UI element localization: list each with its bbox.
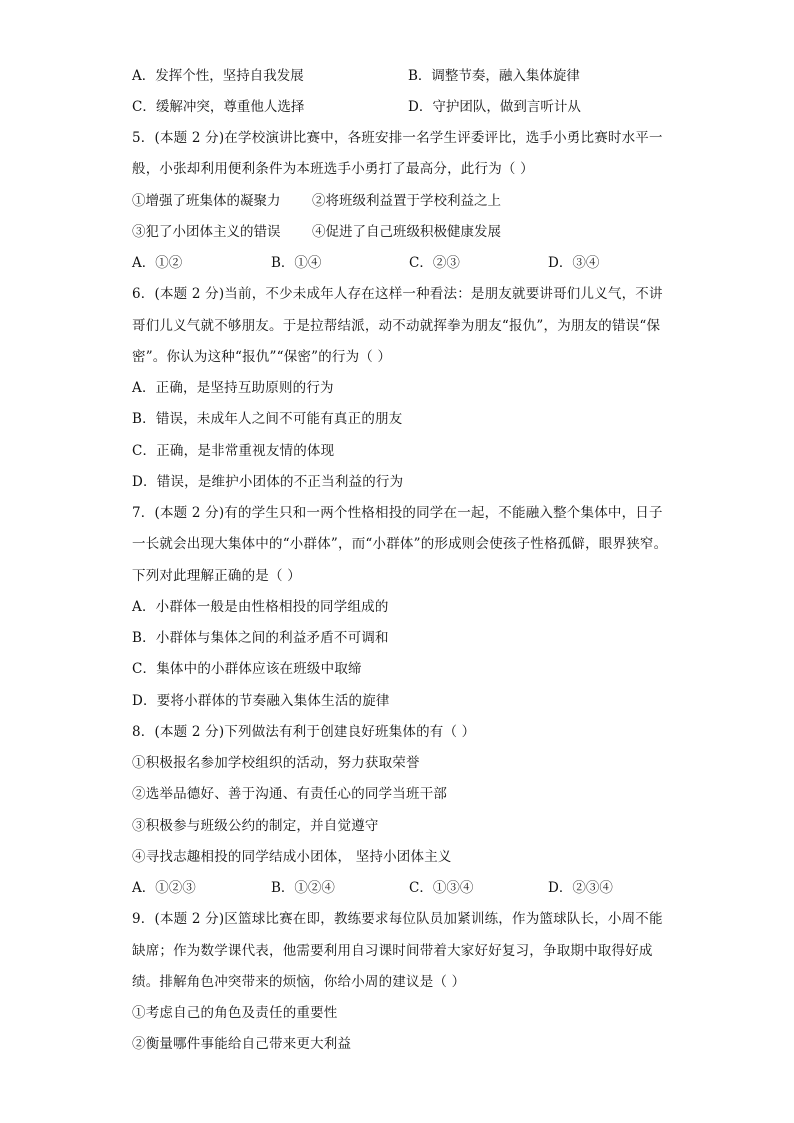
q7-option-d[interactable]: D．要将小群体的节奏融入集体生活的旋律 [132,693,390,709]
q9-statement-1: ①考虑自己的角色及责任的重要性 [132,1005,338,1021]
q7-option-c[interactable]: C．集体中的小群体应该在班级中取缔 [132,661,362,677]
q8-option-b[interactable]: B．①②④ [271,880,335,896]
q7-option-a[interactable]: A．小群体一般是由性格相投的同学组成的 [132,599,389,615]
q6-option-c[interactable]: C．正确，是非常重视友情的体现 [132,443,335,459]
q5-option-c[interactable]: C．②③ [409,255,460,271]
q5-statement-1: ①增强了班集体的凝聚力 [132,193,281,209]
q8-option-c[interactable]: C．①③④ [409,880,474,896]
q8-statement-4: ④寻找志趣相投的同学结成小团体， 坚持小团体主义 [132,849,452,865]
q4-option-c[interactable]: C．缓解冲突，尊重他人选择 [132,99,305,115]
q5-statement-3: ③犯了小团体主义的错误 [132,224,281,240]
q8-stem-line-1: 8．(本题 2 分)下列做法有利于创建良好班集体的有（ ） [132,724,476,740]
q7-stem-line-2: 一长就会出现大集体中的“小群体”，而“小群体”的形成则会使孩子性格孤僻，眼界狭窄。 [132,536,668,552]
q6-stem-line-2: 哥们儿义气就不够朋友。于是拉帮结派，动不动就挥拳为朋友“报仇”，为朋友的错误“保 [132,318,661,334]
q5-statement-2: ②将班级利益置于学校利益之上 [312,193,501,209]
q6-option-b[interactable]: B．错误，未成年人之间不可能有真正的朋友 [132,411,403,427]
q9-stem-line-1: 9．(本题 2 分)区篮球比赛在即，教练要求每位队员加紧训练，作为篮球队长，小周不能 [132,911,663,927]
q5-option-b[interactable]: B．①④ [271,255,322,271]
q4-option-d[interactable]: D．守护团队，做到言听计从 [408,99,581,115]
q5-statement-4: ④促进了自己班级积极健康发展 [312,224,501,240]
q7-stem-line-3: 下列对此理解正确的是（ ） [132,568,301,584]
q8-option-d[interactable]: D．②③④ [548,880,613,896]
q7-stem-line-1: 7．(本题 2 分)有的学生只和一两个性格相投的同学在一起，不能融入整个集体中，日子 [132,505,663,521]
q4-option-b[interactable]: B．调整节奏，融入集体旋律 [408,68,580,84]
q5-stem-line-1: 5．(本题 2 分)在学校演讲比赛中，各班安排一名学生评委评比，选手小勇比赛时水平一 [132,130,663,146]
q8-statement-1: ①积极报名参加学校组织的活动，努力获取荣誉 [132,755,420,771]
q5-stem-line-2: 般，小张却利用便利条件为本班选手小勇打了最高分，此行为（ ） [132,161,534,177]
q8-option-a[interactable]: A．①②③ [132,880,196,896]
q4-option-a[interactable]: A．发挥个性，坚持自我发展 [132,68,304,84]
q9-stem-line-3: 绩。排解角色冲突带来的烦恼，你给小周的建议是（ ） [132,974,466,990]
q6-option-d[interactable]: D．错误，是维护小团体的不正当利益的行为 [132,474,404,490]
q8-statement-3: ③积极参与班级公约的制定，并自觉遵守 [132,818,379,834]
q6-option-a[interactable]: A．正确，是坚持互助原则的行为 [132,380,334,396]
q5-option-d[interactable]: D．③④ [548,255,600,271]
q5-option-a[interactable]: A．①② [132,255,183,271]
q6-stem-line-1: 6．(本题 2 分)当前，不少未成年人存在这样一种看法：是朋友就要讲哥们儿义气，不讲 [132,286,663,302]
q6-stem-line-3: 密”。你认为这种“报仇”“保密”的行为（ ） [132,349,392,365]
q9-stem-line-2: 缺席；作为数学课代表，他需要利用自习课时间带着大家好好复习，争取期中取得好成 [132,943,653,959]
q8-statement-2: ②选举品德好、善于沟通、有责任心的同学当班干部 [132,786,448,802]
q9-statement-2: ②衡量哪件事能给自己带来更大利益 [132,1036,352,1052]
q7-option-b[interactable]: B．小群体与集体之间的利益矛盾不可调和 [132,630,389,646]
